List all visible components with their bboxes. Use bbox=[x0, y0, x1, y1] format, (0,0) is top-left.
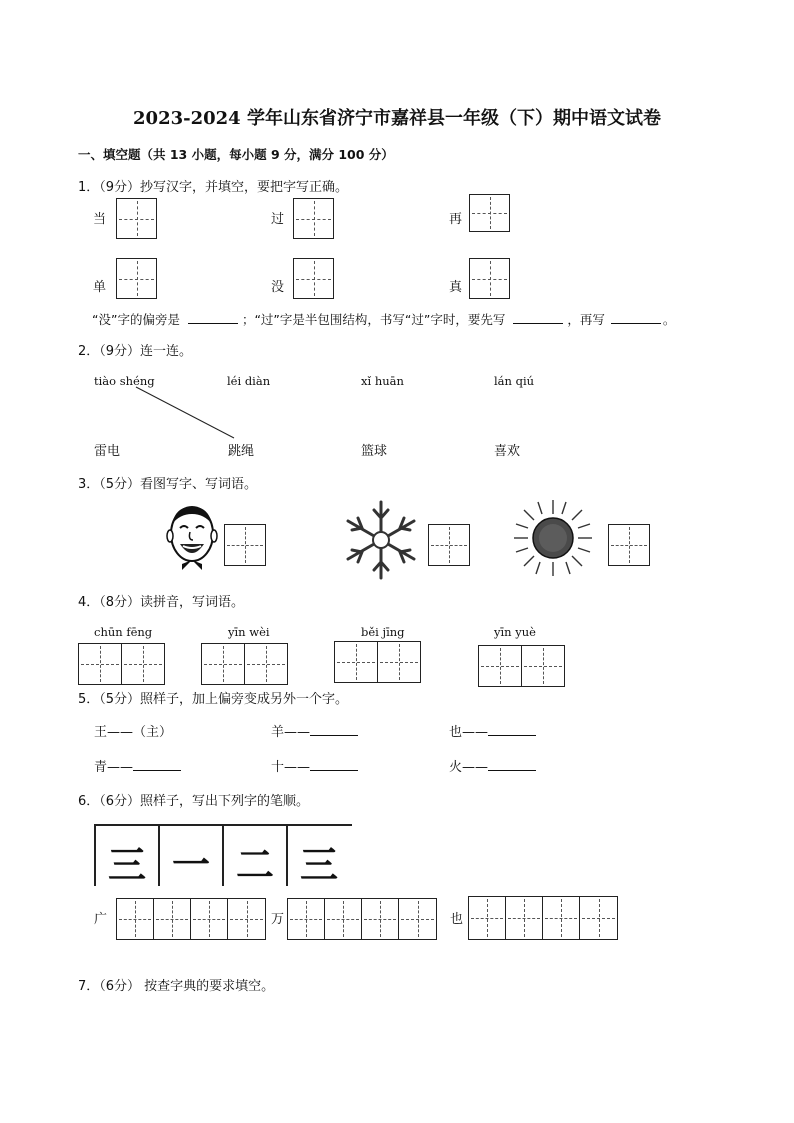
q6-writing-strip-1[interactable] bbox=[116, 898, 266, 940]
q6-char-1: 广 bbox=[94, 912, 108, 927]
q5-item-6: 火—— bbox=[449, 756, 536, 775]
q6-sample-cell-3: 二 bbox=[222, 826, 286, 886]
question-4-label: 4．（8分）读拼音，写词语。 bbox=[78, 595, 245, 610]
q4-writing-strip-3[interactable] bbox=[334, 641, 421, 683]
q6-writing-strip-3[interactable] bbox=[468, 896, 618, 940]
q1-char-4: 单 bbox=[93, 280, 107, 295]
q4-pinyin-1: chūn fēng bbox=[94, 625, 153, 639]
q1-fill-text-d: 。 bbox=[662, 312, 676, 327]
q4-writing-strip-1[interactable] bbox=[78, 643, 165, 685]
q1-fill-text-c: ，再写 bbox=[567, 312, 605, 327]
q6-sample-cell-2: 一 bbox=[158, 826, 222, 886]
q1-fill-text-a: “没”字的偏旁是 bbox=[92, 312, 180, 327]
q3-writing-box-3[interactable] bbox=[608, 524, 650, 566]
q4-pinyin-2: yīn wèi bbox=[228, 625, 270, 639]
q2-pinyin-4: lán qiú bbox=[494, 374, 535, 388]
q6-sample-cell-4: 三 bbox=[286, 826, 350, 886]
q2-pinyin-2: léi diàn bbox=[227, 374, 271, 388]
q6-char-2: 万 bbox=[271, 912, 285, 927]
q6-sample-strokes bbox=[94, 824, 352, 887]
q6-sample-cell-1: 三 bbox=[94, 826, 158, 886]
q5-blank-6[interactable] bbox=[488, 759, 536, 771]
q2-word-3[interactable]: 篮球 bbox=[361, 444, 388, 459]
laughing-face-image bbox=[160, 502, 224, 572]
q3-writing-box-2[interactable] bbox=[428, 524, 470, 566]
question-2-label: 2．（9分）连一连。 bbox=[78, 344, 193, 359]
q5-item-5: 十—— bbox=[271, 756, 358, 775]
q1-fill-text-b: ；“过”字是半包围结构，书写“过”字时，要先写 bbox=[241, 312, 506, 327]
q2-word-2[interactable]: 跳绳 bbox=[228, 444, 255, 459]
q4-writing-strip-4[interactable] bbox=[478, 645, 565, 687]
page-title: 2023-2024 学年山东省济宁市嘉祥县一年级（下）期中语文试卷 bbox=[133, 108, 661, 129]
snowflake-image bbox=[336, 498, 426, 582]
q2-word-4[interactable]: 喜欢 bbox=[494, 444, 521, 459]
q5-blank-3[interactable] bbox=[488, 724, 536, 736]
q2-pinyin-3: xǐ huān bbox=[361, 374, 404, 388]
q5-item-2: 羊—— bbox=[271, 721, 358, 740]
q5-blank-5[interactable] bbox=[310, 759, 358, 771]
q2-word-1[interactable]: 雷电 bbox=[94, 444, 121, 459]
q5-item-4: 青—— bbox=[94, 756, 181, 775]
q5-blank-4[interactable] bbox=[133, 759, 181, 771]
section-heading: 一、填空题（共 13 小题，每小题 9 分，满分 100 分） bbox=[78, 147, 394, 162]
q5-item-1: 王——（主） bbox=[94, 725, 173, 740]
q5-blank-2[interactable] bbox=[310, 724, 358, 736]
q1-char-6: 真 bbox=[449, 280, 463, 295]
question-3-label: 3．（5分）看图写字、写词语。 bbox=[78, 477, 258, 492]
q4-pinyin-3: běi jīng bbox=[361, 625, 405, 639]
q4-pinyin-4: yīn yuè bbox=[494, 625, 536, 639]
q3-writing-box-1[interactable] bbox=[224, 524, 266, 566]
q1-char-3: 再 bbox=[449, 212, 463, 227]
question-1-label: 1．（9分）抄写汉字，并填空，要把字写正确。 bbox=[78, 180, 349, 195]
q5-item-3: 也—— bbox=[449, 721, 536, 740]
q1-char-1: 当 bbox=[93, 212, 107, 227]
question-7-label: 7．（6分） 按查字典的要求填空。 bbox=[78, 979, 275, 994]
q6-char-3: 也 bbox=[450, 912, 464, 927]
q4-writing-strip-2[interactable] bbox=[201, 643, 288, 685]
question-6-label: 6．（6分）照样子，写出下列字的笔顺。 bbox=[78, 794, 310, 809]
question-5-label: 5．（5分）照样子，加上偏旁变成另外一个字。 bbox=[78, 692, 349, 707]
q1-char-5: 没 bbox=[271, 280, 285, 295]
sun-image bbox=[510, 498, 596, 578]
q6-writing-strip-2[interactable] bbox=[287, 898, 437, 940]
q1-char-2: 过 bbox=[271, 212, 285, 227]
q2-pinyin-1: tiào shéng bbox=[94, 374, 155, 388]
